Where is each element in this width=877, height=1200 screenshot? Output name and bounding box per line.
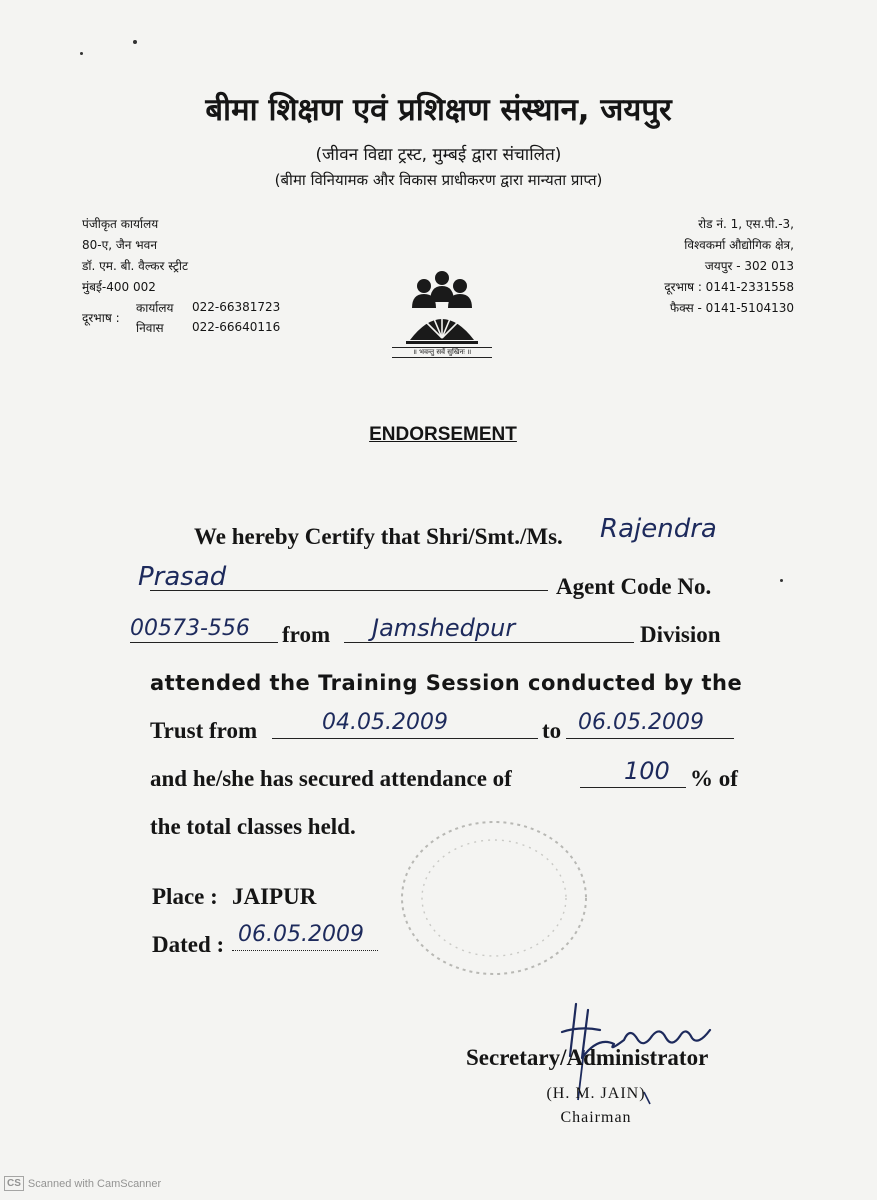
address-line: पंजीकृत कार्यालय xyxy=(82,217,159,231)
camscanner-watermark xyxy=(4,1176,161,1191)
address-line: डॉ. एम. बी. वैल्कर स्ट्रीट xyxy=(82,259,189,273)
home-phone-label: निवास xyxy=(136,321,164,335)
division-value: Jamshedpur xyxy=(372,614,516,642)
to-date-underline xyxy=(566,738,734,739)
speck xyxy=(80,52,83,55)
candidate-first-name: Rajendra xyxy=(600,514,717,544)
from-label: from xyxy=(282,622,331,647)
chairman-title: Chairman xyxy=(560,1109,632,1126)
from-date-underline xyxy=(272,738,538,739)
speck xyxy=(133,40,137,44)
home-phone-number: 022-66640116 xyxy=(192,320,281,334)
trust-from-label: Trust from xyxy=(150,718,258,743)
address-line: विश्वकर्मा औद्योगिक क्षेत्र, xyxy=(684,238,794,252)
total-classes-text: the total classes held. xyxy=(150,814,356,839)
institute-recognition: (बीमा विनियामक और विकास प्राधीकरण द्वारा मान्यता प्राप्त) xyxy=(274,171,603,189)
from-date-value: 04.05.2009 xyxy=(322,710,448,735)
attendance-underline xyxy=(580,787,686,788)
document-heading: ENDORSEMENT xyxy=(369,424,517,445)
address-line: दूरभाष : 0141-2331558 xyxy=(664,280,794,294)
address-line: मुंबई-400 002 xyxy=(82,280,156,294)
secretary-administrator-title: Secretary/Administrator xyxy=(466,1045,709,1070)
dated-value: 06.05.2009 xyxy=(238,922,364,947)
place-label: Place : xyxy=(152,884,218,909)
watermark-text: Scanned with CamScanner xyxy=(27,1177,162,1190)
percent-label: % of xyxy=(690,766,738,791)
faded-seal-icon xyxy=(398,818,590,978)
name-underline xyxy=(150,590,548,591)
address-line: रोड नं. 1, एस.पी.-3, xyxy=(698,217,794,231)
office-phone-label: कार्यालय xyxy=(136,301,174,315)
office-address-jaipur xyxy=(560,214,794,319)
place-value: JAIPUR xyxy=(232,884,317,909)
division-underline xyxy=(344,642,634,643)
agent-code-label: Agent Code No. xyxy=(556,574,712,599)
training-text: attended the Training Session conducted by the xyxy=(150,671,743,695)
agent-code-underline xyxy=(130,642,278,643)
address-line: 80-ए, जैन भवन xyxy=(82,238,158,252)
address-line: फैक्स - 0141-5104130 xyxy=(669,301,794,315)
phone-label: दूरभाष : xyxy=(82,311,120,325)
address-line: जयपुर - 302 013 xyxy=(704,259,794,273)
camscanner-logo-icon: CS xyxy=(4,1176,24,1191)
institute-title: बीमा शिक्षण एवं प्रशिक्षण संस्थान, जयपुर xyxy=(205,92,672,128)
certify-text: We hereby Certify that Shri/Smt./Ms. xyxy=(194,524,563,549)
registered-office-address xyxy=(82,214,188,298)
division-label: Division xyxy=(640,622,721,647)
dated-label: Dated : xyxy=(152,932,225,957)
chairman-name: (H. M. JAIN) xyxy=(546,1085,646,1102)
logo-motto: ॥ भवन्तु सर्वे सुखिनः ॥ xyxy=(392,347,492,358)
office-phone-number: 022-66381723 xyxy=(192,300,281,314)
candidate-last-name: Prasad xyxy=(138,562,227,592)
to-label: to xyxy=(542,718,562,743)
attendance-text: and he/she has secured attendance of xyxy=(150,766,512,791)
speck xyxy=(780,579,783,582)
dated-underline xyxy=(232,950,378,951)
institute-subtitle: (जीवन विद्या ट्रस्ट, मुम्बई द्वारा संचालित) xyxy=(315,145,562,165)
agent-code-value: 00573-556 xyxy=(130,616,250,641)
attendance-value: 100 xyxy=(624,757,670,785)
to-date-value: 06.05.2009 xyxy=(578,710,704,735)
